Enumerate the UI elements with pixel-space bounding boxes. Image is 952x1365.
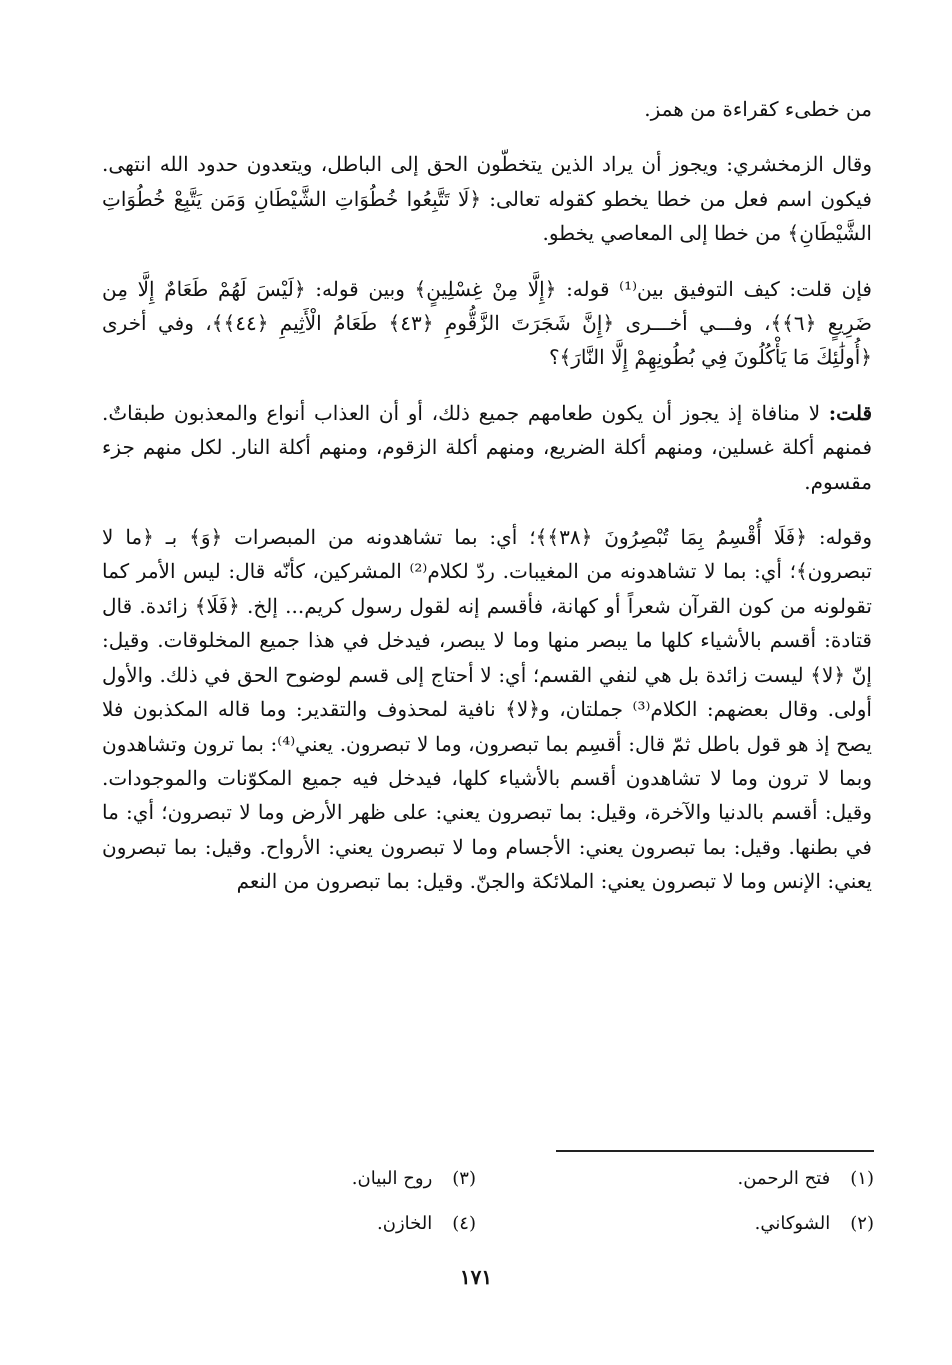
paragraph-4 [102,396,872,499]
footnote-number: (٤) [452,1213,476,1234]
footnote-number: (٢) [850,1213,874,1234]
page-body [102,90,872,899]
footnote-text: الخازن. [377,1213,433,1234]
footnote-text: روح البيان. [351,1168,433,1189]
footnote-divider [556,1150,874,1152]
footnote-3 [352,1167,476,1191]
footnote-number: (٣) [452,1168,476,1189]
paragraph-3: فإن قلت: كيف التوفيق بين⁽¹⁾ قوله: ﴿إِلَّا مِنْ غِسْلِينٍ﴾ وبين قوله: ﴿لَيْسَ لَهُمْ طَعَامٌ إِلَّا مِن ضَرِيعٍ ﴿٦﴾﴾، وفـــي أخـــرى ﴿إِنَّ شَجَرَتَ الزَّقُّومِ ﴿٤٣﴾ طَعَامُ الْأَثِيمِ ﴿٤٤﴾﴾، وفي أخرى ﴿أُولَٰئِكَ مَا يَأْكُلُونَ فِي بُطُونِهِمْ إِلَّا النَّارَ﴾؟ [102,276,872,370]
paragraph-lead: قلت: [828,400,872,425]
paragraph-4-body: لا منافاة إذ يجوز أن يكون طعامهم جميع ذلك، أو أن العذاب أنواع والمعذبون طبقاتٌ. فمنهم أكلة غسلين، ومنهم أكلة الضريع، ومنهم أكلة الزقوم، ومنهم أكلة النار. لكل منهم جزء مقسوم. [102,400,872,494]
footnote-2 [755,1212,874,1236]
footnote-text: فتح الرحمن. [737,1168,831,1189]
paragraph-2: وقال الزمخشري: ويجوز أن يراد الذين يتخطّون الحق إلى الباطل، ويتعدون حدود الله انتهى. فيكون اسم فعل من خطا يخطو كقوله تعالى: ﴿لَا تَتَّبِعُوا خُطُوَاتِ الشَّيْطَانِ وَمَن يَتَّبِعْ خُطُوَاتِ الشَّيْطَانِ﴾ من خطا إلى المعاصي يخطو. [102,152,872,246]
paragraph-1: من خطىء كقراءة من همز. [644,97,872,121]
page-number: ١٧١ [459,1265,493,1289]
footnote-4 [377,1212,476,1236]
paragraph-5: وقوله: ﴿فَلَا أُقْسِمُ بِمَا تُبْصِرُونَ ﴿٣٨﴾﴾؛ أي: بما تشاهدونه من المبصرات ﴿وَ﴾ بـ ﴿ما لا تبصرون﴾؛ أي: بما لا تشاهدونه من المغيبات. ردّ لكلام⁽²⁾ المشركين، كأنّه قال: ليس الأمر كما تقولونه من كون القرآن شعراً أو كهانة، فأقسم إنه لقول رسول كريم... إلخ. ﴿فَلَا﴾ زائدة. قال قتادة: أقسم بالأشياء كلها ما يبصر منها وما لا يبصر، فيدخل في هذا جميع المخلوقات. وقيل: إنّ ﴿لا﴾ ليست زائدة بل هي لنفي القسم؛ أي: لا أحتاج إلى قسم لوضوح الحق في ذلك. والأول أولى. وقال بعضهم: الكلام⁽³⁾ جملتان، و﴿لا﴾ نافية لمحذوف والتقدير: وما قاله المكذبون فلا يصح إذ هو قول باطل ثمّ قال: أقسِم بما تبصرون، وما لا تبصرون. يعني⁽⁴⁾: بما ترون وتشاهدون وبما لا ترون وما لا تشاهدون أقسم بالأشياء كلها، فيدخل فيه جميع المكوّنات والموجودات. وقيل: أقسم بالدنيا والآخرة، وقيل: بما تبصرون يعني: على ظهر الأرض وما لا تبصرون؛ أي: ما في بطنها. وقيل: بما تبصرون يعني: الأجسام وما لا تبصرون يعني: الأرواح. وقيل: بما تبصرون يعني: الإنس وما لا تبصرون يعني: الملائكة والجنّ. وقيل: بما تبصرون من النعم [102,525,872,894]
footnote-number: (١) [850,1168,874,1189]
footnote-text: الشوكاني. [754,1213,831,1234]
footnote-1 [738,1167,875,1191]
